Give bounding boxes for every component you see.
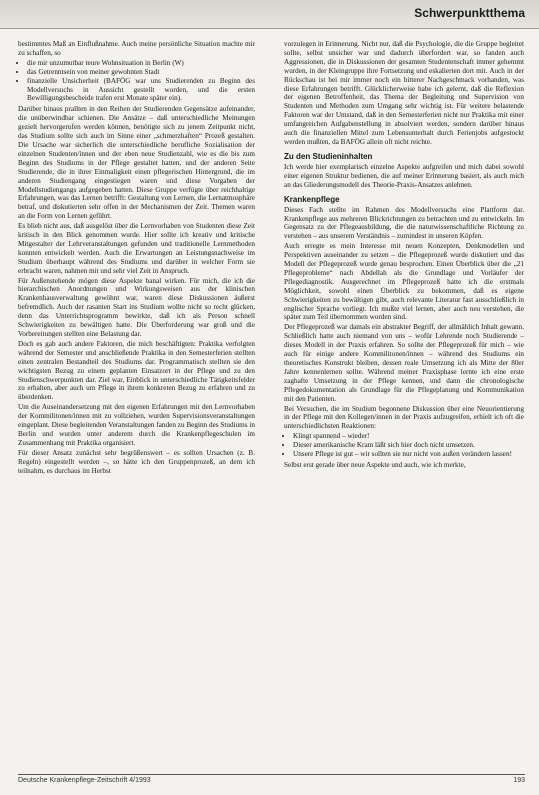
page-number: 193: [513, 777, 525, 784]
paragraph: Darüber hinaus prallten in den Reihen der Studierenden Gegensätze aufeinander, die unüberwindbar schienen. Die Ansätze – daß unterschiedliche Meinungen gezielt hervorgerufen werden können, benötigte sich zu jenem Zeitpunkt nicht, das Studium sollte sich auch im Sinne einer „schmerzhaften“ Prozeß gestalten. Die Ursache war sicherlich die unterschiedliche berufliche Sozialisation der einzelnen Studenten/innen und der eben neue Studienzahl, wie es die bis zum Beginn des Studiums in der Pflege gestaltet hatten, und der anderen Seite Studierende, die in ihrer Einmaligkeit einen pflegerischen Hintergrund, die im anderen Studiengang eingestiegen waren und diese Vorgaben der Modellstudiengangs aufgegeben hatten. Diese Gruppe verfügte über reichhaltige Erfahrungen, was das Lernen betrifft: Gestaltung von Lernen, die Lernatmosphäre betraf, und diskutierten sehr offen in der Mechanismen der Zeit. Themen waren an die Form von Lernen geführt.: [18, 105, 255, 221]
paragraph: Ich werde hier exemplarisch einzelne Aspekte aufgreifen und mich dabei sowohl einer eigenen Struktur bedienen, die auf meiner Erinnerung basiert, als auch mich an das Gliederungsmodell des Theorie-Praxis-Ansatzes anlehnen.: [284, 162, 524, 189]
left-intro: bestimmtes Maß an Einflußnahme. Auch meine persönliche Situation machte mir zu schaffen, so: [18, 40, 255, 57]
paragraph: Es blieb nicht aus, daß ausgelöst über die Lernvorhaben von Studenten diese Zeit kritisch in den Blick genommen wurde. Hier sollte ich kreativ und kritische Mitgestalter der Lehrveranstaltungen gefunden und traditionelle Lernmethoden konnten entwickelt werden. Auch die Erwartungen an Leistungsnachweise im Studium überhaupt während des Studiums und darüber in welcher Form sie erbracht waren, nahmen mit und sehr viel Zeit in Anspruch.: [18, 222, 255, 275]
list-item: • Klingt spannend – wieder!: [293, 432, 524, 441]
left-bullet-list: [18, 59, 255, 104]
paragraph: Für dieser Ansatz zunächst sehr begrüßenswert – es sollten Ursachen (z. B. Regeln) eingestellt werden –, so hätte ich den Gruppenprozeß, an dem ich teilnahm, es durchaus im Herbst: [18, 448, 255, 475]
paragraph: Dieses Fach stellte im Rahmen des Modellversuchs eine Plattform dar. Krankenpflege aus mehreren Blickrichtungen zu betrachten und zu entwickeln. Im Gegensatz zu der Pflegeausbildung, die die naturwissenschaftliche Richtung zu verstehen – aus unserem Verständnis – zumindest in unseren Köpfen.: [284, 205, 524, 241]
paragraph: Für Außenstehende mögen diese Aspekte banal wirken. Für mich, die ich die hierarchischen Anordnungen und Wirkungsweisen aus der klinischen Krankenhausverwaltung gewöhnt war, waren diese Diskussionen äußerst befremdlich. Auch der rasanten Start ins Studium wollte nicht so recht glücken, denn das Unterrichtsprogramm bewirkte, daß ich als Person schnell Schwierigkeiten zu bewältigen hatte. Die Überforderung war groß und die Vorbereitungen stellten eine Belastung dar.: [18, 276, 255, 338]
paragraph: Auch erregte es mein Interesse mit neuen Konzepten, Denkmodellen und Perspektiven auseinander zu setzen – die Pflegeprozeß wurde diskutiert und das Modell der Pflegeprozeß wurde genau besprochen. Einen Überblick über die „21 Pflegeprobleme“ nach Abdellah als die Grundlage und Vorläufer der Pflegediagnostik. Ausgerechnet im Pflegeprozeß hatte ich die erstmals Möglichkeit, sowohl einen Überblick zu bekommen, daß es eigene Schwierigkeiten zu bewältigen gibt, auch relevante Literatur fast ausschließlich in englischer Sprache vorliegt. Ich mußte viel lernen, aber auch neu verstehen, die später zum Teil übernommen worden sind.: [284, 242, 524, 322]
right-column: [284, 40, 524, 471]
left-column: [18, 40, 255, 477]
list-item: • das Getrenntsein von meiner gewohnten Stadt: [27, 68, 255, 77]
list-item: • finanzielle Unsicherheit (BAFÖG war uns Studierenden zu Beginn des Modellversuchs in Aussicht gestellt worden, und die ersten Bewilligungsbescheide trafen erst Monate später ein).: [27, 77, 255, 104]
section-heading: Krankenpflege: [284, 194, 340, 204]
right-intro: vorzulegen in Erinnerung. Nicht nur, daß die Psychologie, die die Gruppe begleitet sollte, selbst unsicher war und dadurch überfordert war, so fanden auch Aggressionen, die in Diskussionen der gesamten Studentenschaft immer gehemmt wurden, in der Kleingruppe ihre Fortsetzung und eskalierten dort mit. Auch in der Rückschau ist bei mir immer noch ein bitterer Nachgeschmack vorhanden, was diese Erfahrungen betrifft. Glücklicherweise habe ich gelernt, daß die Reflexion der eigenen Betroffenheit, das Thema der Begleitung und Supervision von Studenten und Methoden zum Umgang sehr wichtig ist. Für weitere belastende Faktoren war der Umstand, daß in den Semesterferien nicht nur Praktika mit einer umfangreichen Aufgabenstellung in absolviert werden, sondern darüber hinaus auch die finanziellen Mittel zum Lebensunterhalt durch Ferienjobs aufgestockt werden mußten, da BAFÖG allein oft nicht reichte.: [284, 40, 524, 146]
page-footer: [18, 774, 525, 787]
section-heading: Zu den Studieninhalten: [284, 151, 373, 161]
paragraph: Selbst erst gerade über neue Aspekte und auch, wie ich merkte,: [284, 460, 466, 469]
list-item: • Unsere Pflege ist gut – wir sollten sie nur nicht von außen verändern lassen!: [293, 450, 524, 459]
paragraph: Um die Auseinandersetzung mit den eigenen Erfahrungen mit den Lernvorhaben der Kommilitonen/innen mit zu vollziehen, wurden Supervisionsveranstaltungen eingeplant. Diese begleitenden Veranstaltungen fanden zu Beginn des Studiums in Berlin und wurden unter anderem durch die Krankenpflegeschulen im Zusammenhang mit Praktika organisiert.: [18, 403, 255, 447]
page-header: [0, 0, 539, 29]
list-item: • Dieser amerikanische Kram läßt sich hier doch nicht umsetzen.: [293, 441, 524, 450]
list-item: • die mir unzumutbar teure Wohnsituation in Berlin (W): [27, 59, 255, 68]
journal-name: Deutsche Krankenpflege-Zeitschrift 4/1993: [18, 777, 151, 784]
section-title: Schwerpunktthema: [414, 6, 525, 20]
paragraph: Der Pflegeprozeß war damals ein abstrakter Begriff, der allmählich Inhalt gewann. Schließlich hatte auch niemand von uns – wofür Lehrende noch Studierende – dieses Modell in der Praxis erfahren. So sollte der Pflegeprozeß für mich – wie auch für einige andere Kommilitonen/innen – während des Studiums ein theoretisches Konstrukt bleiben, dessen reale Umsetzung ich als Mitte der 80er Jahre kennenlernen sollte. Während meiner Praxisphase lernte ich eine erste zaghafte Umsetzung in der Pflege kennen, und dann die chronologische Pflegedokumentation als Grundlage für die Pflegeplanung und Kommunikation mit den Patienten.: [284, 323, 524, 403]
paragraph: Doch es gab auch andere Faktoren, die mich beschäftigten: Praktika verfolgten während der Semester und anschließende Praktika in den Semesterferien stellten einen zentralen Bestandteil des Studiums dar. Programmatisch stellten sie den wichtigsten Bezug zu einem geplanten Einsatzort in der Pflege und zu den Studienschwerpunkten dar. Ziel war, Einblick in unterschiedliche Tätigkeitsfelder zu erhalten, aber auch um Pflege in ihrem konkreten Bezug zu erfahren und zu überdenken.: [18, 339, 255, 402]
paragraph: Bei Versuchen, die im Studium begonnene Diskussion über eine Neuorientierung in der Pflege mit den Kollegen/innen in der Praxis aufzugreifen, erhielt ich oft die unterschiedlichsten Reaktionen:: [284, 404, 524, 431]
reactions-list: [284, 432, 524, 459]
